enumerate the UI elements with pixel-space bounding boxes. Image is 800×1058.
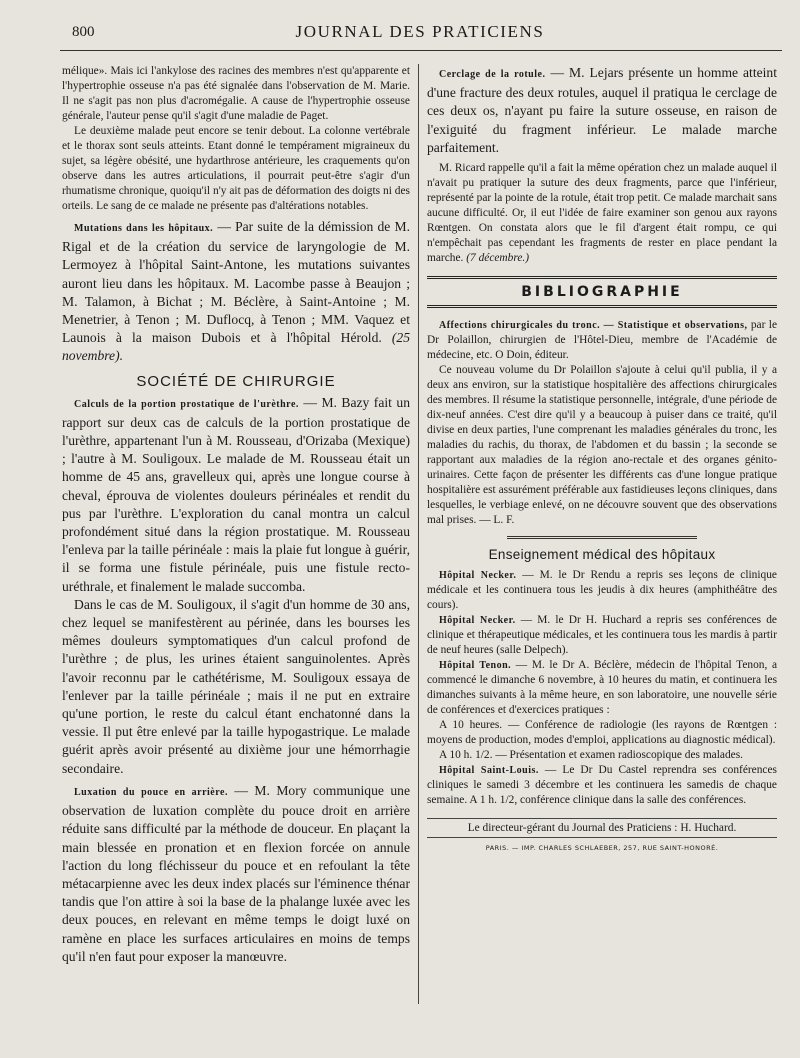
mutations-heading: Mutations dans les hôpitaux. xyxy=(74,223,214,234)
director-signoff: Le directeur-gérant du Journal des Praticiens : H. Huchard. xyxy=(427,818,777,838)
column-separator xyxy=(418,64,419,1004)
journal-title: JOURNAL DES PRATICIENS xyxy=(295,22,545,41)
tenon-beclere xyxy=(427,658,777,718)
ricard-paragraph xyxy=(427,161,777,266)
printer-imprint: PARIS. — IMP. CHARLES SCHLAEBER, 257, RUE SAINT-HONORÉ. xyxy=(485,844,719,853)
page-number: 800 xyxy=(72,24,95,40)
ricard-date: (7 décembre.) xyxy=(466,252,530,265)
calculs-heading: Calculs de la portion prostatique de l'urèthre. xyxy=(74,398,299,410)
left-column xyxy=(62,64,410,1004)
necker-heading-1: Hôpital Necker. xyxy=(439,570,517,582)
necker-body-2: — M. le Dr H. Huchard a repris ses conférences de clinique et thérapeutique médicales, et les continuera tous les mardis à partir de neuf heures (salle Delpech). xyxy=(427,614,777,657)
mutations-article xyxy=(62,218,410,366)
mutations-date: (25 novembre). xyxy=(62,330,410,364)
saint-louis-castel xyxy=(427,763,777,808)
luxation-body: — M. Mory communique une observation de luxation complète du pouce droit en arrière réduite sans difficulté par la méthode de douceur. En plaçant la main blessée en pronation et en flexion forcée on annule l'action du long fléchisseur du pouce et en refoulant la tête métacarpienne avec les deux index placés sur l'éminence thénar tandis que l'on attire à soi la base de la phalange luxée avec les deux pouces, en relevant en même temps le doigt luxé on ramène en place les surfaces articulaires en moins de temps qu'il n'en faut pour exposer la manœuvre. xyxy=(62,782,410,964)
calculs-article xyxy=(62,394,410,596)
enseignement-title: Enseignement médical des hôpitaux xyxy=(488,547,716,563)
tenon-heading: Hôpital Tenon. xyxy=(439,660,512,672)
second-patient-paragraph: Le deuxième malade peut encore se tenir debout. La colonne vertébrale et le thorax sont seuls atteints. Etant donné le tempérament migraineux du sujet, sa légère obésité, une hydarthrose antérieure, les craquements qu'on observe dans les autres articulations, il pourrait peut-être s'agir d'un rhumatisme chronique, quoiqu'il n'y ait pas de déformation des doigts ni des orteils. Le sang de ce malade ne présente pas d'altérations notables. xyxy=(62,125,410,212)
ricard-body: M. Ricard rappelle qu'il a fait la même opération chez un malade auquel il n'avait pu pratiquer la suture des deux fragments, parce que l'inférieur, représenté par la pointe de la rotule, était trop petit. Ce malade marchait sans aucune difficulté. Or, il eut l'idée de faire examiner son genou aux rayons Rœntgen. On constata alors que le fil d'argent était rompu, ce qui n'empêchait pas cependant les fragments de rester en place pendant la marche. xyxy=(427,162,777,265)
necker-huchard xyxy=(427,613,777,658)
tenon-radiologie: A 10 heures. — Conférence de radiologie (les rayons de Rœntgen : moyens de production, modes d'emploi, applications au diagnostic médical). xyxy=(427,719,777,747)
souligoux-paragraph: Dans le cas de M. Souligoux, il s'agit d'un homme de 30 ans, chez lequel se manifestèrent au périnée, dans les bourses les mêmes douleurs symptomatiques d'un calcul profond de l'urèthre ; de plus, les urines étaient sanguinolentes. Après l'avoir reconnu par le cathétérisme, M. Souligoux essaya de l'enlever par la taille périnéale ; mais il ne put en extraire qu'une portion, le reste du calcul étant enchatonné dans la vessie. Il put être enlevé par la taille hypogastrique. Le malade guérit après avoir présenté au dixième jour une hémorrhagie secondaire. xyxy=(62,596,410,776)
saint-louis-heading: Hôpital Saint-Louis. xyxy=(439,765,539,777)
header-rule xyxy=(60,50,782,51)
luxation-article xyxy=(62,782,410,966)
saint-louis-body: — Le Dr Du Castel reprendra ses conférences cliniques le samedi 3 décembre et les continuera les samedis de chaque semaine. A 1 h. 1/2, conférence clinique dans la salle des conférences. xyxy=(427,764,777,807)
right-column xyxy=(427,64,777,994)
cerclage-heading: Cerclage de la rotule. xyxy=(439,69,546,80)
luxation-heading: Luxation du pouce en arrière. xyxy=(74,786,228,798)
section-title-societe: SOCIÉTÉ DE CHIRURGIE xyxy=(136,372,336,390)
tenon-radioscopie: A 10 h. 1/2. — Présentation et examen radioscopique des malades. xyxy=(439,749,743,762)
affections-byline: par le Dr Polaillon, chirurgien de l'Hôtel-Dieu, membre de l'Académie de médecine, etc. O Doin, éditeur. xyxy=(427,319,777,362)
necker-body-1: — M. le Dr Rendu a repris ses leçons de clinique médicale et les continuera tous les jeudis à dix heures (amphithéâtre des cours). xyxy=(427,569,777,612)
affections-body: Ce nouveau volume du Dr Polaillon s'ajoute à celui qu'il publia, il y a deux ans environ, sur la statistique hospitalière des affections chirurgicales des membres. Il résume la statistique personnelle, intégrale, d'une période de dix-neuf années. C'est dire qu'il y a beaucoup à puiser dans ce traité, qu'il divise en deux parties, l'une comprenant les maladies générales du tronc, les maladies du rachis, du thorax, de l'abdomen et du bassin ; la seconde se rapportant aux maladies de la région ano-rectale et des organes génito-urinaires. Cette façon de présenter les différents cas d'une longue pratique hospitalière est assurément préférable aux fastidieuses leçons cliniques, dans lesquelles, le verbiage enlevé, on ne découvre souvent que des observations mal prises. — L. F. xyxy=(427,364,777,527)
cerclage-article xyxy=(427,64,777,157)
cerclage-body: — M. Lejars présente un homme atteint d'une fracture des deux rotules, auquel il pratiqua le cerclage de ces deux os, n'ayant pu faire la suture osseuse, en raison de l'exiguité du fragment inférieur. Le malade marche parfaitement. xyxy=(427,65,777,155)
bibliographie-title: BIBLIOGRAPHIE xyxy=(427,276,777,308)
paget-paragraph: mélique». Mais ici l'ankylose des racines des membres n'est qu'apparente et l'hypertrophie osseuse n'a pas été signalée dans l'observation de M. Marie. Il ne s'agit pas non plus d'acromégalie. A cause de l'hypertrophie osseuse générale, l'auteur pense qu'il s'agit d'une maladie de Paget. xyxy=(62,65,410,122)
mutations-body: — Par suite de la démission de M. Rigal et de la création du service de laryngologie de M. Lermoyez à l'hôpital Saint-Antone, les mutations suivantes auront lieu dans les hôpitaux. M. Lacombe passe à Beaujon ; M. Talamon, à Bichat ; M. Béclère, à Saint-Antoine ; M. Menetrier, à Tenon ; M. Duflocq, à Tenon ; MM. Vaquez et Launois à la maison Dubois et à l'hôpital Hérold. xyxy=(62,219,410,346)
necker-heading-2: Hôpital Necker. xyxy=(439,615,516,627)
necker-rendu xyxy=(427,568,777,613)
affections-review xyxy=(427,318,777,363)
tenon-body: — M. le Dr A. Béclère, médecin de l'hôpital Tenon, a commencé le dimanche 6 novembre, à 10 heures du matin, et continuera les dimanches suivants à la même heure, en son laboratoire, une nouvelle série de conférences et d'exercices pratiques : xyxy=(427,659,777,717)
calculs-body: — M. Bazy fait un rapport sur deux cas de calculs de la portion prostatique de l'urèthre, appartenant l'un à M. Rousseau, d'Orizaba (Mexique) ; l'autre à M. Souligoux. Le malade de M. Rousseau était un homme de 45 ans, gravelleux qui, après une longue course à cheval, éprouva de violentes douleurs périnéales et rendit du pus par l'urèthre. L'exploration du canal montra un calcul profondément situé dans la région prostatique. M. Rousseau l'enleva par la taille périnéale : mais la plaie fut longue à guérir, il se forma une fistule périnéale, puis une fistule recto-uréthrale, et finalement le malade succomba. xyxy=(62,394,410,594)
page-header xyxy=(60,20,780,46)
ornamental-rule xyxy=(507,536,697,539)
affections-heading: Affections chirurgicales du tronc. — Statistique et observations, xyxy=(439,320,748,332)
